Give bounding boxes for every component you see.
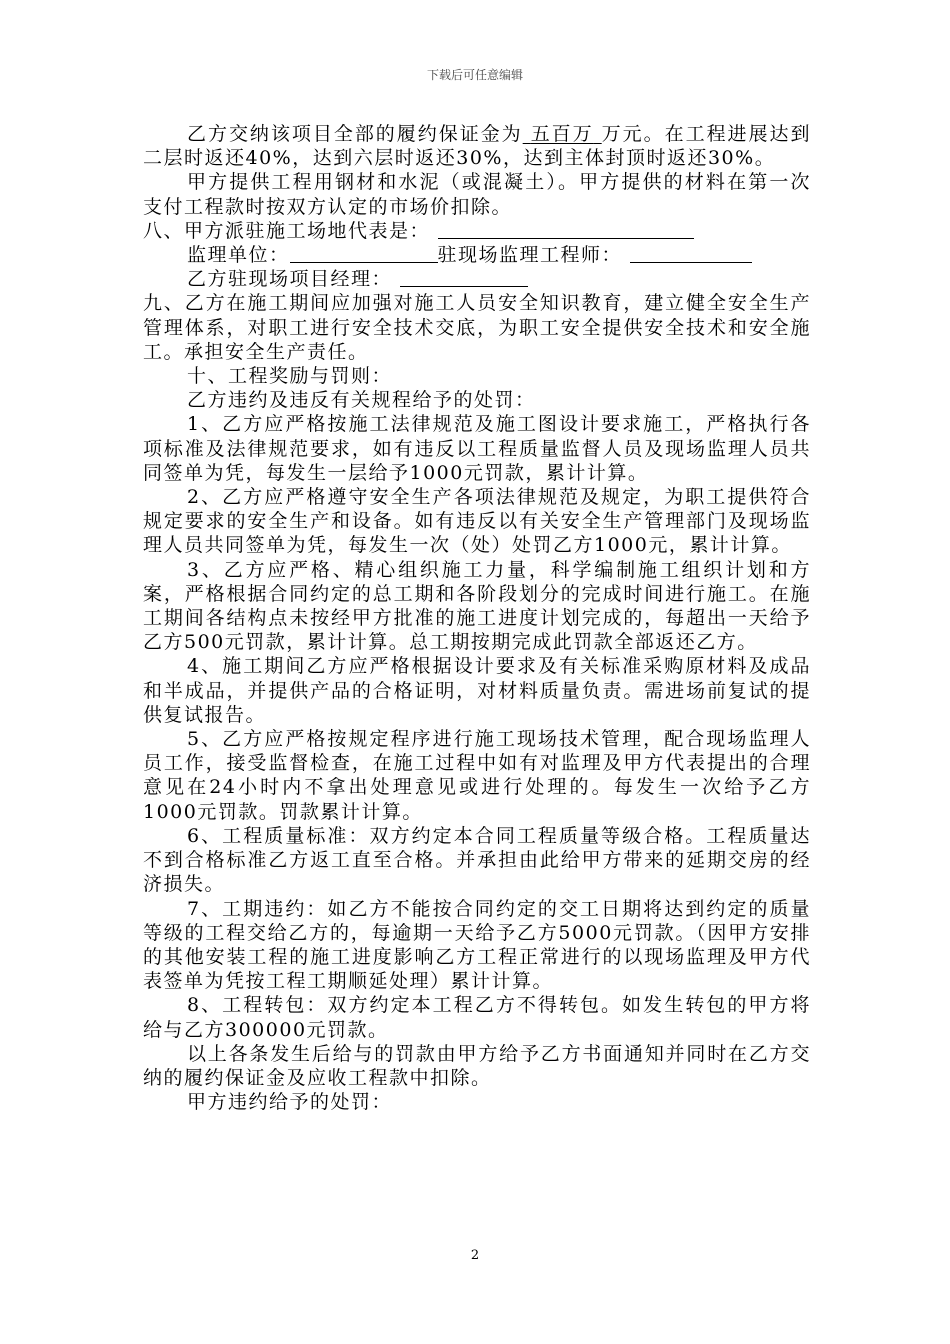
- paragraph-materials: 甲方提供工程用钢材和水泥（或混凝土）。甲方提供的材料在第一次支付工程款时按双方认定的市场价扣除。: [143, 171, 811, 218]
- clause-4: 4、施工期间乙方应严格根据设计要求及有关标准采购原材料及成品和半成品，并提供产品的合格证明，对材料质量负责。需进场前复试的提供复试报告。: [143, 655, 811, 726]
- paragraph-party-b-penalties: 乙方违约及违反有关规程给予的处罚：: [187, 389, 536, 412]
- bond-text-before: 乙方交纳该项目全部的履约保证金为: [187, 123, 523, 145]
- paragraph-safety: 九、乙方在施工期间应加强对施工人员安全知识教育，建立健全安全生产管理体系，对职工进行安全技术交底，为职工安全提供安全技术和安全施工。承担安全生产责任。: [143, 292, 811, 363]
- paragraph-project-manager: 乙方驻现场项目经理：: [143, 267, 811, 291]
- section-title-rewards-penalties: 十、工程奖励与罚则：: [187, 365, 393, 388]
- paragraph-supervision: 监理单位： 驻现场监理工程师：: [143, 243, 811, 267]
- paragraph-site-representative: 八、甲方派驻施工场地代表是：: [143, 219, 811, 243]
- site-representative-blank: [438, 220, 694, 239]
- clause-7: 7、工期违约：如乙方不能按合同约定的交工日期将达到约定的质量等级的工程交给乙方的，每逾期一天给予乙方5000元罚款。（因甲方安排的其他安装工程的施工进度影响乙方工程正常进行的以现场监理及甲方代表签单为凭按工程工期顺延处理）累计计算。: [143, 897, 811, 993]
- bond-amount: 五百万: [530, 123, 594, 145]
- document-body: [143, 122, 811, 1114]
- supervision-unit-blank: [290, 244, 438, 263]
- clause-8: 8、工程转包：双方约定本工程乙方不得转包。如发生转包的甲方将给与乙方300000元罚款。: [143, 994, 811, 1041]
- clause-3: 3、乙方应严格、精心组织施工力量，科学编制施工组织计划和方案，严格根据合同约定的总工期和各阶段划分的完成时间进行施工。在施工期间各结构点未按经甲方批准的施工进度计划完成的，每超出一天给予乙方500元罚款，累计计算。总工期按期完成此罚款全部返还乙方。: [143, 558, 811, 654]
- paragraph-party-a-penalties: 甲方违约给予的处罚：: [187, 1091, 393, 1114]
- page-number: 2: [470, 1248, 480, 1263]
- clause-2: 2、乙方应严格遵守安全生产各项法律规范及规定，为职工提供符合规定要求的安全生产和设备。如有违反以有关安全生产管理部门及现场监理人员共同签单为凭，每发生一次（处）处罚乙方1000元，累计计算。: [143, 486, 811, 557]
- page-header-note: 下载后可任意编辑: [426, 68, 523, 82]
- paragraph-performance-bond: [143, 122, 811, 170]
- clause-6: 6、工程质量标准：双方约定本合同工程质量等级合格。工程质量达不到合格标准乙方返工直至合格。并承担由此给甲方带来的延期交房的经济损失。: [143, 824, 811, 896]
- supervision-engineer-blank: [630, 244, 752, 263]
- clause-5: 5、乙方应严格按规定程序进行施工现场技术管理，配合现场监理人员工作，接受监督检查，在施工过程中如有对监理及甲方代表提出的合理意见在24小时内不拿出处理意见或进行处理的。每发生一次给予乙方1000元罚款。罚款累计计算。: [143, 728, 811, 823]
- clause-1: 1、乙方应严格按施工法律规范及施工图设计要求施工，严格执行各项标准及法律规范要求，如有违反以工程质量监督人员及现场监理人员共同签单为凭，每发生一层给予1000元罚款，累计计算。: [143, 413, 811, 484]
- project-manager-blank: [400, 268, 528, 287]
- bond-text-after: 万元。在工程进展达到二层时返还40%，达到六层时返还30%，达到主体封顶时返还30%。: [143, 123, 811, 170]
- paragraph-deduction: 以上各条发生后给与的罚款由甲方给予乙方书面通知并同时在乙方交纳的履约保证金及应收工程款中扣除。: [143, 1042, 811, 1089]
